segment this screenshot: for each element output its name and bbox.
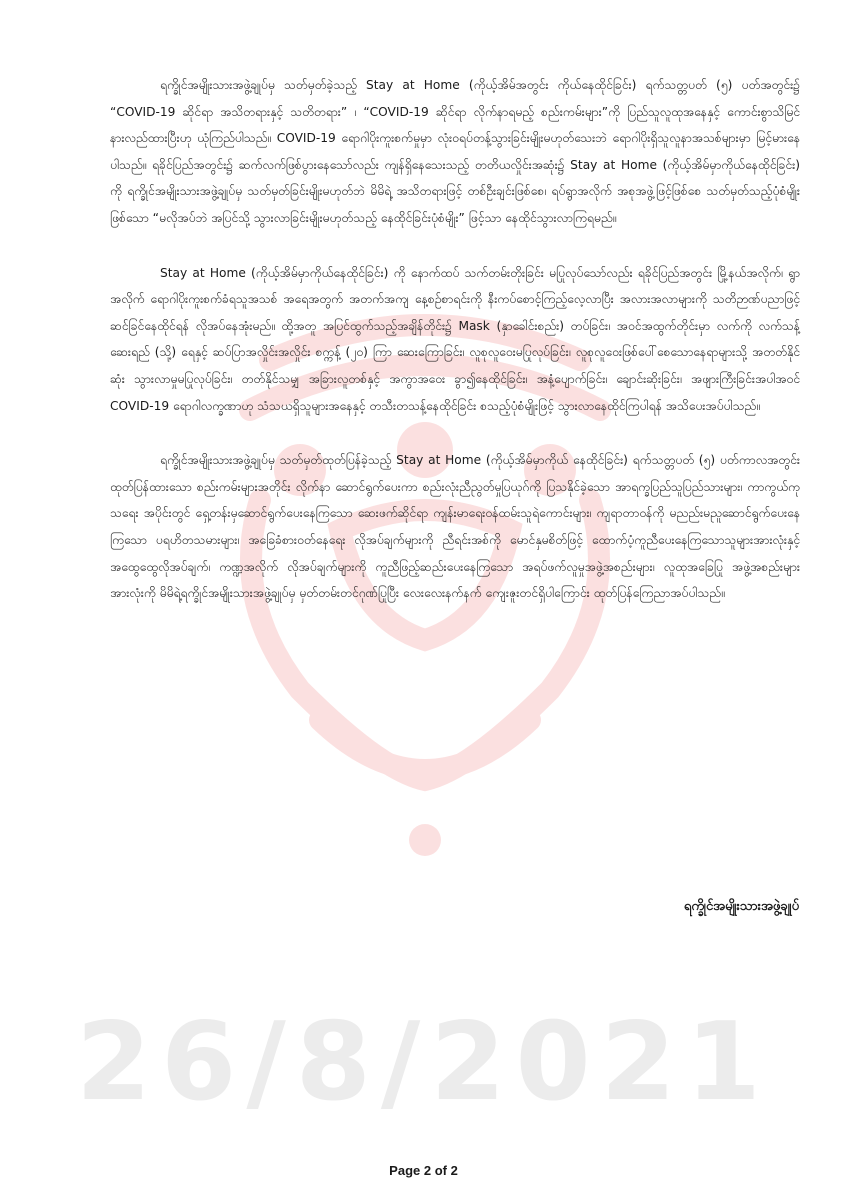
signature-organization: ရက္ခိုင်အမျိုးသားအဖွဲ့ချုပ် xyxy=(683,899,799,914)
paragraph-3: ရက္ခိုင်အမျိုးသားအဖွဲ့ချုပ်မှ သတ်မှတ်ထုတ်ပြန်ခဲ့သည့် Stay at Home (ကိုယ့်အိမ်မှာကိုယ် နေထိုင်ခြင်း) ရက်သတ္တပတ် (၅) ပတ်ကာလအတွင်း ထုတ်ပြန်ထားသော စည်းကမ်းများအတိုင်း လိုက်နာ ဆောင်ရွက်ပေးကာ စည်းလုံးညီညွတ်မှုပြယုဂ်ကို ပြသနိုင်ခဲ့သော အာရက္ခပြည်သူပြည်သားများ၊ ကာကွယ်ကုသရေး အပိုင်းတွင် ရှေ့တန်းမှဆောင်ရွက်ပေးနေကြသော ဆေးဖက်ဆိုင်ရာ ကျန်းမာရေးဝန်ထမ်းသူရဲကောင်းများ၊ ကျရာတာဝန်ကို မညည်းမညူဆောင်ရွက်ပေးနေကြသော ပရဟိတသမားများ၊ အခြေခံစားဝတ်နေရေး လိုအပ်ချက်များကို ညီရင်းအစ်ကို မောင်နှမစိတ်ဖြင့် ထောက်ပံ့ကူညီပေးနေကြသောသူများအားလုံးနှင့် အထွေထွေလိုအပ်ချက်၊ ကဏ္ဍအလိုက် လိုအပ်ချက်များကို ကူညီဖြည့်ဆည်းပေးနေကြသော အရပ်ဖက်လူမှုအဖွဲ့အစည်းများ၊ လူထုအခြေပြု အဖွဲ့အစည်းများ အားလုံးကို မိမိရဲ့ရက္ခိုင်အမျိုးသားအဖွဲ့ချုပ်မှ မှတ်တမ်းတင်ဂုဏ်ပြုပြီး လေးလေးနက်နက် ကျေးဇူးတင်ရှိပါကြောင်း ထုတ်ပြန်ကြေညာအပ်ပါသည်။ xyxy=(110,453,800,601)
document-body xyxy=(110,72,800,635)
paragraph-2: Stay at Home (ကိုယ့်အိမ်မှာကိုယ်နေထိုင်ခြင်း) ကို နောက်ထပ် သက်တမ်းတိုးခြင်း မပြုလုပ်သော်လည်း ရခိုင်ပြည်အတွင်း မြို့နယ်အလိုက်၊ ရွာအလိုက် ရောဂါပိုးကူးစက်ခံရသူအသစ် အရေအတွက် အတက်အကျ နေ့စဉ်စာရင်းကို နီးကပ်စောင့်ကြည့်လေ့လာပြီး အလားအလာများကို သတိဉာဏ်ပညာဖြင့် ဆင်ခြင်နေထိုင်ရန် လိုအပ်နေအုံးမည်။ ထို့အတူ အပြင်ထွက်သည့်အချိန်တိုင်း၌ Mask (နှာခေါင်းစည်း) တပ်ခြင်း၊ အဝင်အထွက်တိုင်းမှာ လက်ကို လက်သန့်ဆေးရည် (သို့) ရေနှင့် ဆပ်ပြာအလှိုင်းအလှိုင်း စက္ကန့် (၂၀) ကြာ ဆေးကြောခြင်း၊ လူစုလူဝေးမပြုလုပ်ခြင်း၊ လူစုလူဝေးဖြစ်ပေါ်စေသောနေရာများသို့ အတတ်နိုင်ဆုံး သွားလာမှုမပြုလုပ်ခြင်း၊ တတ်နိုင်သမျှ အခြားလူတစ်နှင့် အကွာအဝေး ခွာ၍နေထိုင်ခြင်း၊ အနံ့ပျောက်ခြင်း၊ ချောင်းဆိုးခြင်း၊ အဖျားကြီးခြင်းအပါအဝင် COVID-19 ရောဂါလက္ခဏာဟု သံသယရှိသူများအနေနှင့် တသီးတသန့်နေထိုင်ခြင်း စသည့်ပုံစံမျိုးဖြင့် သွားလာနေထိုင်ကြပါရန် အသိပေးအပ်ပါသည်။ xyxy=(110,265,800,413)
paragraph-1: ရက္ခိုင်အမျိုးသားအဖွဲ့ချုပ်မှ သတ်မှတ်ခဲ့သည့် Stay at Home (ကိုယ့်အိမ်အတွင်း ကိုယ်နေထိုင်ခြင်း) ရက်သတ္တပတ် (၅) ပတ်အတွင်း၌ “COVID-19 ဆိုင်ရာ အသိတရားနှင့် သတိတရား” ၊ “COVID-19 ဆိုင်ရာ လိုက်နာရမည့် စည်းကမ်းများ”ကို ပြည်သူလူထုအနေနှင့် ကောင်းစွာသိမြင်နားလည်ထားပြီးဟု ယုံကြည်ပါသည်။ COVID-19 ရောဂါပိုးကူးစက်မှုမှာ လုံးဝရပ်တန့်သွားခြင်းမျိုးမဟုတ်သေးဘဲ ရောဂါပိုးရှိသူလူနာအသစ်များမှာ မြင့်မားနေပါသည်။ ရခိုင်ပြည်အတွင်း၌ ဆက်လက်ဖြစ်ပွားနေသော်လည်း ကျန်ရှိနေသေးသည့် တတိယလှိုင်းအဆုံး၌ Stay at Home (ကိုယ့်အိမ်မှာကိုယ်နေထိုင်ခြင်း) ကို ရက္ခိုင်အမျိုးသားအဖွဲ့ချုပ်မှ သတ်မှတ်ခြင်းမျိုးမဟုတ်ဘဲ မိမိရဲ့ အသိတရားဖြင့် တစ်ဦးချင်းဖြစ်စေ၊ ရပ်ရွာအလိုက် အစုအဖွဲ့ဖြင့်ဖြစ်စေ သတ်မှတ်သည့်ပုံစံမျိုးဖြစ်သော “မလိုအပ်ဘဲ အပြင်သို့ သွားလာခြင်းမျိုးမဟုတ်သည့် နေထိုင်ခြင်းပုံစံမျိုး” ဖြင့်သာ နေထိုင်သွားလာကြရမည်။ xyxy=(110,78,800,225)
page-number: Page 2 of 2 xyxy=(389,1163,458,1178)
watermark-date: 26/8/2021 xyxy=(76,1000,771,1125)
